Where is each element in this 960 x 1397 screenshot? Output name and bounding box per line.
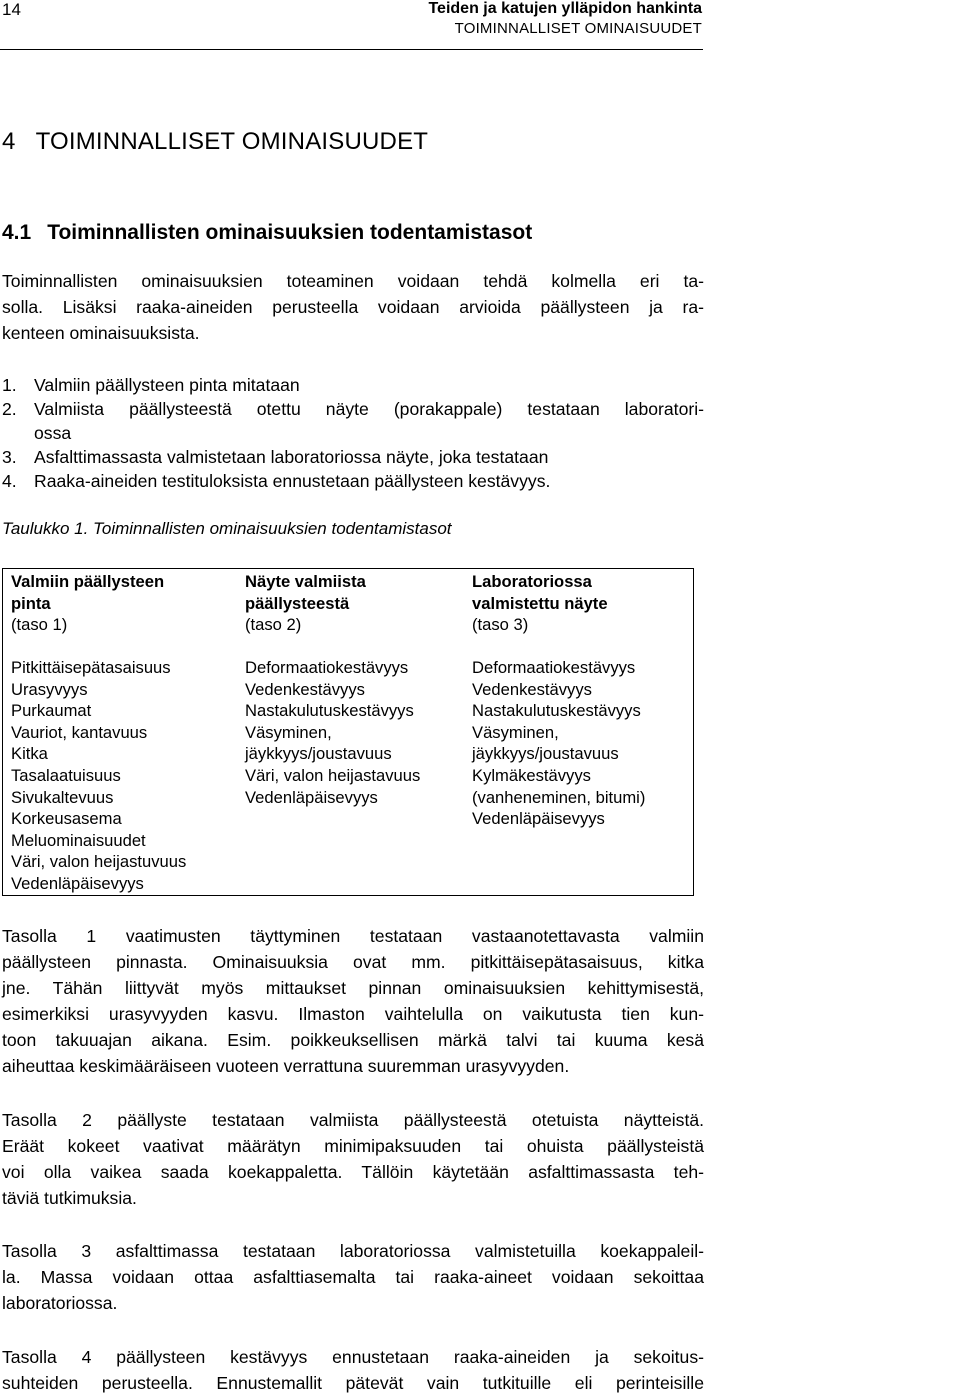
text-line: jne. Tähän liittyvät myös mittaukset pinnan ominaisuuksien kehittymisestä, bbox=[2, 978, 704, 998]
column-items bbox=[245, 657, 465, 808]
text-line: la. Massa voidaan ottaa asfalttiasemalta tai raaka-aineet voidaan sekoittaa bbox=[2, 1267, 704, 1287]
column-items bbox=[472, 657, 693, 830]
table-cell: Purkaumat bbox=[11, 701, 92, 721]
table-cell: Sivukaltevuus bbox=[11, 787, 114, 807]
table-cell: Nastakulutuskestävyys bbox=[472, 701, 641, 721]
table-column-level-3 bbox=[465, 569, 694, 896]
table-cell: Urasyvyys bbox=[11, 679, 88, 699]
table-cell: Kylmäkestävyys bbox=[472, 765, 591, 785]
column-title: valmistettu näyte bbox=[472, 593, 608, 613]
column-title: Laboratoriossa bbox=[472, 572, 592, 591]
text-line: Toiminnallisten ominaisuuksien toteaminen voidaan tehdä kolmella eri ta- bbox=[2, 271, 704, 291]
table-cell: Deformaatiokestävyys bbox=[472, 658, 636, 677]
column-title: pinta bbox=[11, 593, 51, 613]
list-item-text: Valmiista päällysteestä otettu näyte (porakappale) testataan laboratori- bbox=[34, 399, 704, 419]
table-cell: Korkeusasema bbox=[11, 809, 122, 829]
table-cell: Väri, valon heijastavuus bbox=[245, 765, 421, 785]
chapter-title: TOIMINNALLISET OMINAISUUDET bbox=[35, 128, 429, 155]
chapter-heading bbox=[2, 128, 428, 156]
column-title: päällysteestä bbox=[245, 593, 350, 613]
table-column-level-2 bbox=[238, 569, 465, 896]
list-item bbox=[2, 469, 704, 493]
text-line: Tasolla 1 vaatimusten täyttyminen testataan vastaanotettavasta valmiin bbox=[2, 926, 704, 946]
table-cell: Vedenläpäisevyys bbox=[245, 787, 378, 807]
text-line: Tasolla 2 päällyste testataan valmiista päällysteestä otetuista näytteistä. bbox=[2, 1110, 704, 1130]
section-heading bbox=[2, 221, 532, 245]
text-line: voi olla vaikea saada koekappaletta. Tällöin käytetään asfalttimassasta teh- bbox=[2, 1162, 704, 1182]
text-line: esimerkiksi urasyvyyden kasvu. Ilmaston vaihtelulla on vaikutusta tien kun- bbox=[2, 1004, 704, 1024]
list-item-number: 3. bbox=[2, 447, 17, 467]
table-cell: Meluominaisuudet bbox=[11, 830, 146, 850]
column-header bbox=[245, 569, 465, 657]
text-line: suhteiden perusteella. Ennustemallit pätevät vain tutkituille eli perinteisille bbox=[2, 1373, 704, 1393]
table-cell: Nastakulutuskestävyys bbox=[245, 701, 414, 721]
table-cell: Pitkittäisepätasaisuus bbox=[11, 658, 171, 677]
table-cell: Vedenkestävyys bbox=[245, 679, 365, 699]
list-item bbox=[2, 373, 704, 397]
text-line: Tasolla 3 asfalttimassa testataan laboratoriossa valmistetuilla koekappaleil- bbox=[2, 1241, 704, 1261]
table-cell: Kitka bbox=[11, 744, 48, 764]
table-cell: Deformaatiokestävyys bbox=[245, 658, 409, 677]
intro-paragraph bbox=[2, 268, 704, 346]
list-item-text: Raaka-aineiden testituloksista ennustetaan päällysteen kestävyys. bbox=[34, 471, 551, 491]
levels-table bbox=[2, 568, 694, 896]
section-number: 4.1 bbox=[2, 221, 32, 244]
running-header bbox=[428, 0, 702, 39]
list-item-text: Asfalttimassasta valmistetaan laboratoriossa näyte, joka testataan bbox=[34, 447, 549, 467]
paragraph-level-1 bbox=[2, 923, 704, 1079]
table-cell: jäykkyys/joustavuus bbox=[245, 744, 392, 764]
table-cell: Tasalaatuisuus bbox=[11, 765, 121, 785]
list-item bbox=[2, 397, 704, 445]
paragraph-level-3 bbox=[2, 1238, 704, 1316]
list-item-text: ossa bbox=[34, 423, 72, 443]
list-item-number: 1. bbox=[2, 375, 17, 395]
column-items bbox=[11, 657, 238, 895]
column-header bbox=[11, 569, 238, 657]
text-line: Eräät kokeet vaativat määrätyn minimipaksuuden tai ohuista päällysteistä bbox=[2, 1136, 704, 1156]
list-item-number: 4. bbox=[2, 471, 17, 491]
text-line: aiheuttaa keskimääräiseen vuoteen verrattuna suuremman urasyvyyden. bbox=[2, 1056, 570, 1076]
table-cell: Väsyminen, bbox=[472, 722, 559, 742]
text-line: laboratoriossa. bbox=[2, 1293, 118, 1313]
column-title: Näyte valmiista bbox=[245, 572, 366, 591]
text-line: Tasolla 4 päällysteen kestävyys ennustetaan raaka-aineiden ja sekoitus- bbox=[2, 1347, 704, 1367]
table-cell: (vanheneminen, bitumi) bbox=[472, 787, 646, 807]
table-cell: Vedenläpäisevyys bbox=[472, 809, 605, 829]
table-cell: Vedenläpäisevyys bbox=[11, 873, 144, 893]
table-cell: Vauriot, kantavuus bbox=[11, 722, 148, 742]
text-line: täviä tutkimuksia. bbox=[2, 1188, 137, 1208]
paragraph-level-4 bbox=[2, 1344, 704, 1396]
numbered-list bbox=[2, 373, 704, 493]
table-cell: Vedenkestävyys bbox=[472, 679, 592, 699]
section-title: Toiminnallisten ominaisuuksien todentamistasot bbox=[47, 221, 533, 244]
text-line: päällysteen pinnasta. Ominaisuuksia ovat mm. pitkittäisepätasaisuus, kitka bbox=[2, 952, 704, 972]
table-column-level-1 bbox=[3, 569, 239, 896]
paragraph-level-2 bbox=[2, 1107, 704, 1211]
header-divider bbox=[0, 49, 703, 50]
table-caption: Taulukko 1. Toiminnallisten ominaisuuksien todentamistasot bbox=[2, 519, 452, 538]
table-cell: jäykkyys/joustavuus bbox=[472, 744, 619, 764]
page-number: 14 bbox=[2, 0, 21, 19]
text-line: solla. Lisäksi raaka-aineiden perusteella voidaan arvioida päällysteen ja ra- bbox=[2, 297, 704, 317]
column-header bbox=[472, 569, 693, 657]
text-line: toon takuuajan aikana. Esim. poikkeuksellisen märkä talvi tai kuuma kesä bbox=[2, 1030, 704, 1050]
list-item bbox=[2, 445, 704, 469]
table-row bbox=[3, 569, 694, 896]
running-header-subtitle: TOIMINNALLISET OMINAISUUDET bbox=[454, 20, 702, 37]
running-header-title: Teiden ja katujen ylläpidon hankinta bbox=[428, 0, 702, 17]
chapter-number: 4 bbox=[2, 128, 16, 155]
column-level: (taso 2) bbox=[245, 615, 302, 635]
text-line: kenteen ominaisuuksista. bbox=[2, 323, 200, 343]
table-cell: Väsyminen, bbox=[245, 722, 332, 742]
list-item-number: 2. bbox=[2, 399, 17, 419]
column-level: (taso 1) bbox=[11, 615, 68, 635]
list-item-text: Valmiin päällysteen pinta mitataan bbox=[34, 375, 300, 395]
table-cell: Väri, valon heijastuvuus bbox=[11, 852, 187, 872]
column-title: Valmiin päällysteen bbox=[11, 572, 165, 591]
column-level: (taso 3) bbox=[472, 615, 529, 635]
